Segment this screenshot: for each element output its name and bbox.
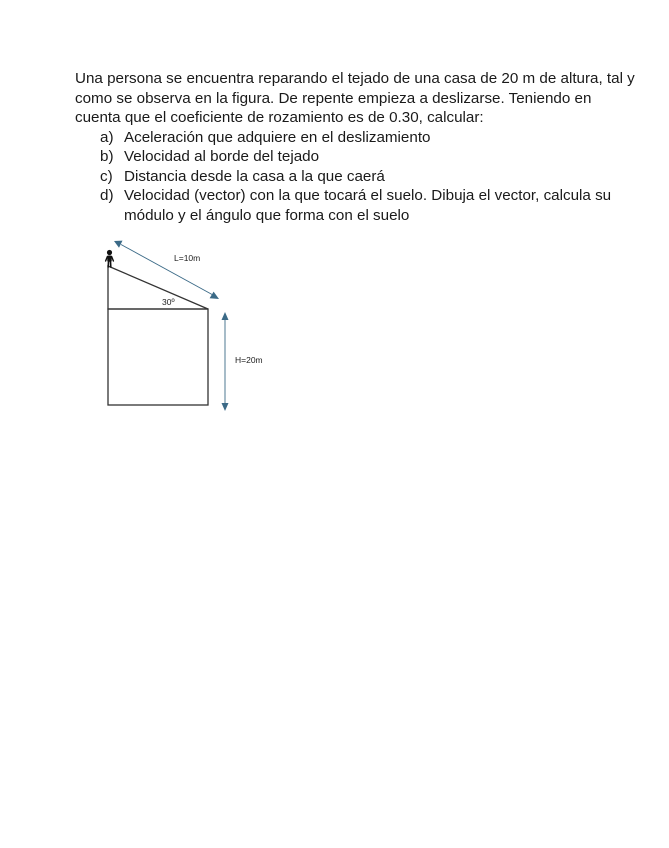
question-a-marker: a): [100, 128, 114, 146]
roof-arrow-head-bottom: [210, 292, 219, 299]
question-b-marker: b): [100, 148, 114, 165]
question-d: [100, 186, 655, 225]
intro-line-3: cuenta que el coeficiente de rozamiento es de 0.30, calcular:: [75, 109, 484, 126]
roof-length-label: L=10m: [174, 253, 201, 263]
intro-line-2: como se observa en la figura. De repente empieza a deslizarse. Teniendo en: [75, 89, 592, 107]
question-c-text: Distancia desde la casa a la que caerá: [124, 167, 385, 185]
problem-intro: [75, 69, 655, 128]
question-b: [100, 147, 655, 167]
question-c: [100, 167, 655, 187]
house-wall: [108, 309, 208, 405]
question-d-text-line-2: módulo y el ángulo que forma con el suelo: [124, 206, 410, 224]
question-d-text-line-1: Velocidad (vector) con la que tocará el suelo. Dibuja el vector, calcula su: [124, 187, 612, 204]
problem-statement: [75, 69, 655, 225]
question-list: [75, 128, 655, 226]
angle-label: 30º: [162, 297, 175, 307]
intro-line-1: Una persona se encuentra reparando el tejado de una casa de 20 m de altura, tal y: [75, 70, 635, 87]
height-arrow-head-top: [222, 312, 229, 320]
person-icon: [106, 250, 114, 267]
question-d-marker: d): [100, 187, 114, 204]
question-b-text: Velocidad al borde del tejado: [124, 148, 320, 165]
house-roof-figure: [95, 235, 295, 425]
roof-triangle: [108, 266, 208, 309]
question-c-marker: c): [100, 167, 113, 185]
height-arrow: [222, 312, 229, 411]
question-a-text: Aceleración que adquiere en el deslizamiento: [124, 128, 431, 146]
figure-svg: [95, 235, 295, 425]
roof-length-arrow: [114, 241, 219, 299]
question-a: [100, 128, 655, 148]
height-label: H=20m: [235, 355, 263, 365]
height-arrow-head-bottom: [222, 403, 229, 411]
